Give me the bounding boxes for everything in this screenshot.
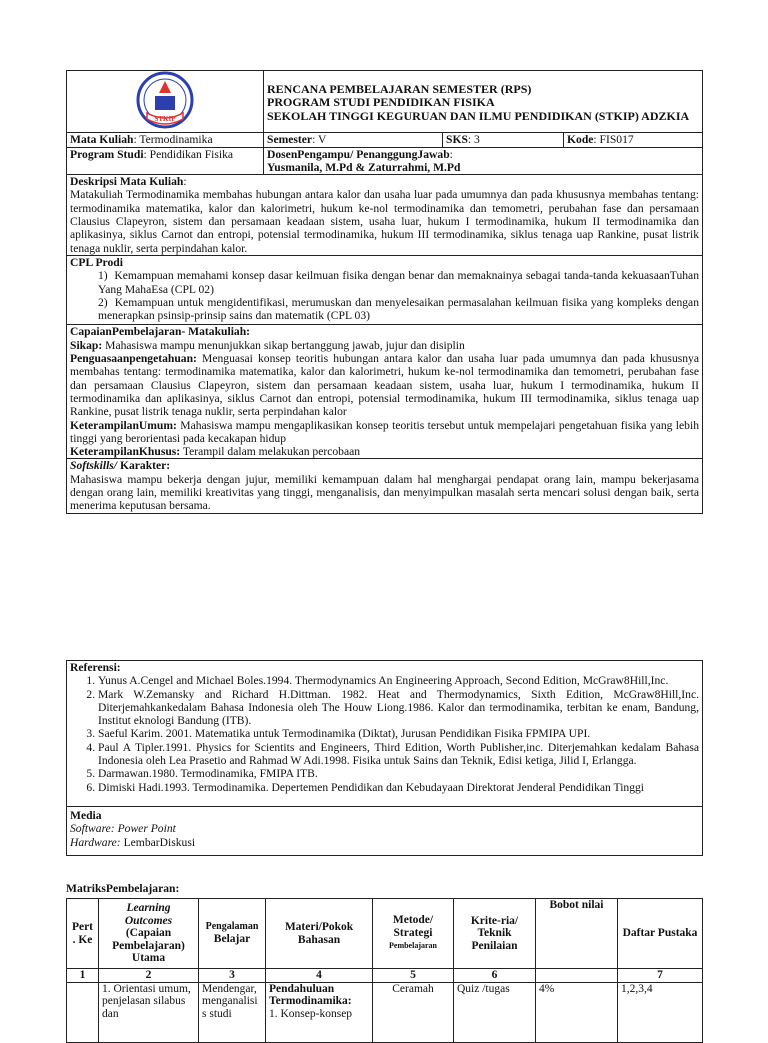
reference-item: 1. Yunus A.Cengel and Michael Boles.1994. Thermodynamics An Engineering Approach, Second Edition, McGraw8Hill,Inc. [98, 674, 699, 687]
softskills-section: Softskills/ Karakter: Mahasiswa mampu bekerja dengan jujur, memiliki kemampuan dalam hal menghargai pendapat orang lain, mampu bekerjasama dengan orang lain, memiliki kreativitas yang tinggi, menganalisis, dan menyimpulkan masalah serta mencari solusi dengan baik, serta menerima keputusan bersama. [67, 459, 703, 513]
reference-item: 5. Darmawan.1980. Termodinamika, FMIPA ITB. [98, 767, 699, 780]
reference-item: 6. Dimiski Hadi.1993. Termodinamika. Depertemen Pendidikan dan Kebudayaan Direktorat Jenderal Pendidikan Tinggi [98, 781, 699, 794]
semester: Semester: V [264, 133, 443, 147]
cell-pert [67, 982, 99, 1042]
dosen: DosenPengampu/ PenanggungJawab: Yusmanila, M.Pd & Zaturrahmi, M.Pd [264, 147, 703, 175]
cell-materi: Pendahuluan Termodinamika: 1. Konsep-konsep [266, 982, 373, 1042]
cpl-section: CPL Prodi 1) Kemampuan memahami konsep dasar keilmuan fisika dengan benar dan memaknainya sebagai tanda-tanda kekuasaanTuhan Yang MahaEsa (CPL 02) 2) Kemampuan untuk mengidentifikasi, merumuskan dan menyelesaikan permasalahan keilmuan fisika yang kompleks dengan menerapkan psinsip-prinsip sains dan matematik (CPL 03) [67, 255, 703, 324]
col-number: 7 [618, 969, 703, 983]
col-number [536, 969, 618, 983]
capaian-section: CapaianPembelajaran- Matakuliah: Sikap: Mahasiswa mampu menunjukkan sikap bertanggung jawab, jujur dan disiplin Penguasaanpengetahuan: Menguasai konsep teoritis hubungan antara kalor dan usaha luar pada umumnya dan pada khususnya membahas tentang: termodinamika matematika, kalor dan kalorimetri, hukum ke-nol termodinamika dan temometri, perubahan fase dan persamaan Clausius Clapeyron, sistem dan persamaan keadaan sistem, usaha luar, hukum I termodinamika, hukum II termodinamika dan aplikasinya, siklus Carnot dan entropi, potensial termodinamika, hukum III termodinamika, siklus tenaga uap Rankine, pusat listrik tenaga nuklir, serta perpindahan kalor KeterampilanUmum: Mahasiswa mampu mengaplikasikan konsep teoritis tersebut untuk mempelajari pengetahuan fisika yang lebih tinggi yang berorientasi pada kecakapan hidup KeterampilanKhusus: Terampil dalam melakukan percobaan [67, 325, 703, 459]
cell-metode: Ceramah [373, 982, 454, 1042]
reference-item: 2. Mark W.Zemansky and Richard H.Dittman. 1982. Heat and Thermodynamics, Sixth Edition, McGraw8Hill,Inc. Diterjemahkankedalam Bahasa Indonesia oleh The Houw Liong.1986. Kalor dan termodinamika, terbitan ke enam, Bandung, Institut eknologi Bandung (ITB). [98, 688, 699, 728]
cpl-item: 2) Kemampuan untuk mengidentifikasi, merumuskan dan menyelesaikan permasalahan keilmuan fisika yang kompleks dengan menerapkan psinsip-prinsip sains dan matematik (CPL 03) [98, 295, 699, 323]
referensi-section: Referensi: 1. Yunus A.Cengel and Michael Boles.1994. Thermodynamics An Engineering Approach, Second Edition, McGraw8Hill,Inc. 2. Mark W.Zemansky and Richard H.Dittman. 1982. Heat and Thermodynamics, Sixth Edition, McGraw8Hill,Inc. Diterjemahkankedalam Bahasa Indonesia oleh The Houw Liong.1986. Kalor dan termodinamika, terbitan ke enam, Bandung, Institut eknologi Bandung (ITB). 3. Saeful Karim. 2001. Matematika untuk Termodinamika (Diktat), Jurusan Pendidikan Fisika FPMIPA UPI. 4. Paul A Tipler.1991. Physics for Scientits and Engineers, Third Edition, Worth Publisher,inc. Diterjemahkan kedalam Bahasa Indonesia oleh Lea Prasetio and Rahmad W Adi.1998. Fisika untuk Sains dan Teknik, Edisi ketiga, Jilid I, Erlangga. 5. Darmawan.1980. Termodinamika, FMIPA ITB. 6. Dimiski Hadi.1993. Termodinamika. Depertemen Pendidikan dan Kebudayaan Direktorat Jenderal Pendidikan Tinggi [66, 660, 703, 807]
document-title: RENCANA PEMBELAJARAN SEMESTER (RPS) PROGRAM STUDI PENDIDIKAN FISIKA SEKOLAH TINGGI KEGURUAN DAN ILMU PENDIDIKAN (STKIP) ADZKIA [264, 71, 703, 133]
cell-pustaka: 1,2,3,4 [618, 982, 703, 1042]
col-number: 3 [199, 969, 266, 983]
col-number: 5 [373, 969, 454, 983]
col-number: 2 [99, 969, 199, 983]
col-materi: Materi/Pokok Bahasan [266, 899, 373, 969]
sks: SKS: 3 [443, 133, 564, 147]
cell-pengalaman: Mendengar, menganalisi s studi [199, 982, 266, 1042]
svg-text:STKIP: STKIP [154, 115, 176, 123]
matriks-label: MatriksPembelajaran: [66, 882, 180, 895]
col-number: 6 [454, 969, 536, 983]
cell-kriteria: Quiz /tugas [454, 982, 536, 1042]
col-pengalaman: Pengalaman Belajar [199, 899, 266, 969]
logo-cell [67, 71, 264, 133]
col-pustaka: Daftar Pustaka [618, 899, 703, 969]
rps-header-table [66, 70, 703, 514]
col-number: 4 [266, 969, 373, 983]
stkip-logo-icon [133, 71, 197, 129]
col-kriteria: Krite-ria/ Teknik Penilaian [454, 899, 536, 969]
col-pert: Pert . Ke [67, 899, 99, 969]
col-number: 1 [67, 969, 99, 983]
cell-lo: 1. Orientasi umum, penjelasan silabus dan [99, 982, 199, 1042]
matriks-table [66, 898, 703, 1043]
reference-item: 3. Saeful Karim. 2001. Matematika untuk Termodinamika (Diktat), Jurusan Pendidikan Fisika FPMIPA UPI. [98, 727, 699, 740]
reference-item: 4. Paul A Tipler.1991. Physics for Scientits and Engineers, Third Edition, Worth Publisher,inc. Diterjemahkan kedalam Bahasa Indonesia oleh Lea Prasetio and Rahmad W Adi.1998. Fisika untuk Sains dan Teknik, Edisi ketiga, Jilid I, Erlangga. [98, 741, 699, 768]
cpl-item: 1) Kemampuan memahami konsep dasar keilmuan fisika dengan benar dan memaknainya sebagai tanda-tanda kekuasaanTuhan Yang MahaEsa (CPL 02) [98, 269, 699, 296]
cell-bobot: 4% [536, 982, 618, 1042]
mata-kuliah: Mata Kuliah: Termodinamika [67, 133, 264, 147]
col-metode: Metode/ Strategi Pembelajaran [373, 899, 454, 969]
col-bobot: Bobot nilai [536, 899, 618, 969]
deskripsi-section: Deskripsi Mata Kuliah: Matakuliah Termodinamika membahas hubungan antara kalor dan usaha luar pada umumnya dan pada khususnya membahas tentang: termodinamika matematika, kalor dan kalorimetri, hukum ke-nol termodinamika dan temometri, perubahan fase dan persamaan Clausius Clapeyron, sistem dan persamaan keadaan sistem, usaha luar, hukum I termodinamika, hukum II termodinamika dan aplikasinya, siklus Carnot dan entropi, potensial termodinamika, hukum III termodinamika, siklus tenaga uap Rankine, pusat listrik tenaga nuklir, serta perpindahan kalor. [67, 175, 703, 256]
table-row [67, 982, 703, 1042]
media-section: Media Software: Power Point Hardware: LembarDiskusi [66, 806, 703, 856]
program-studi: Program Studi: Pendidikan Fisika [67, 147, 264, 175]
col-learning-outcomes: Learning Outcomes (Capaian Pembelajaran) Utama [99, 899, 199, 969]
kode: Kode: FIS017 [564, 133, 703, 147]
